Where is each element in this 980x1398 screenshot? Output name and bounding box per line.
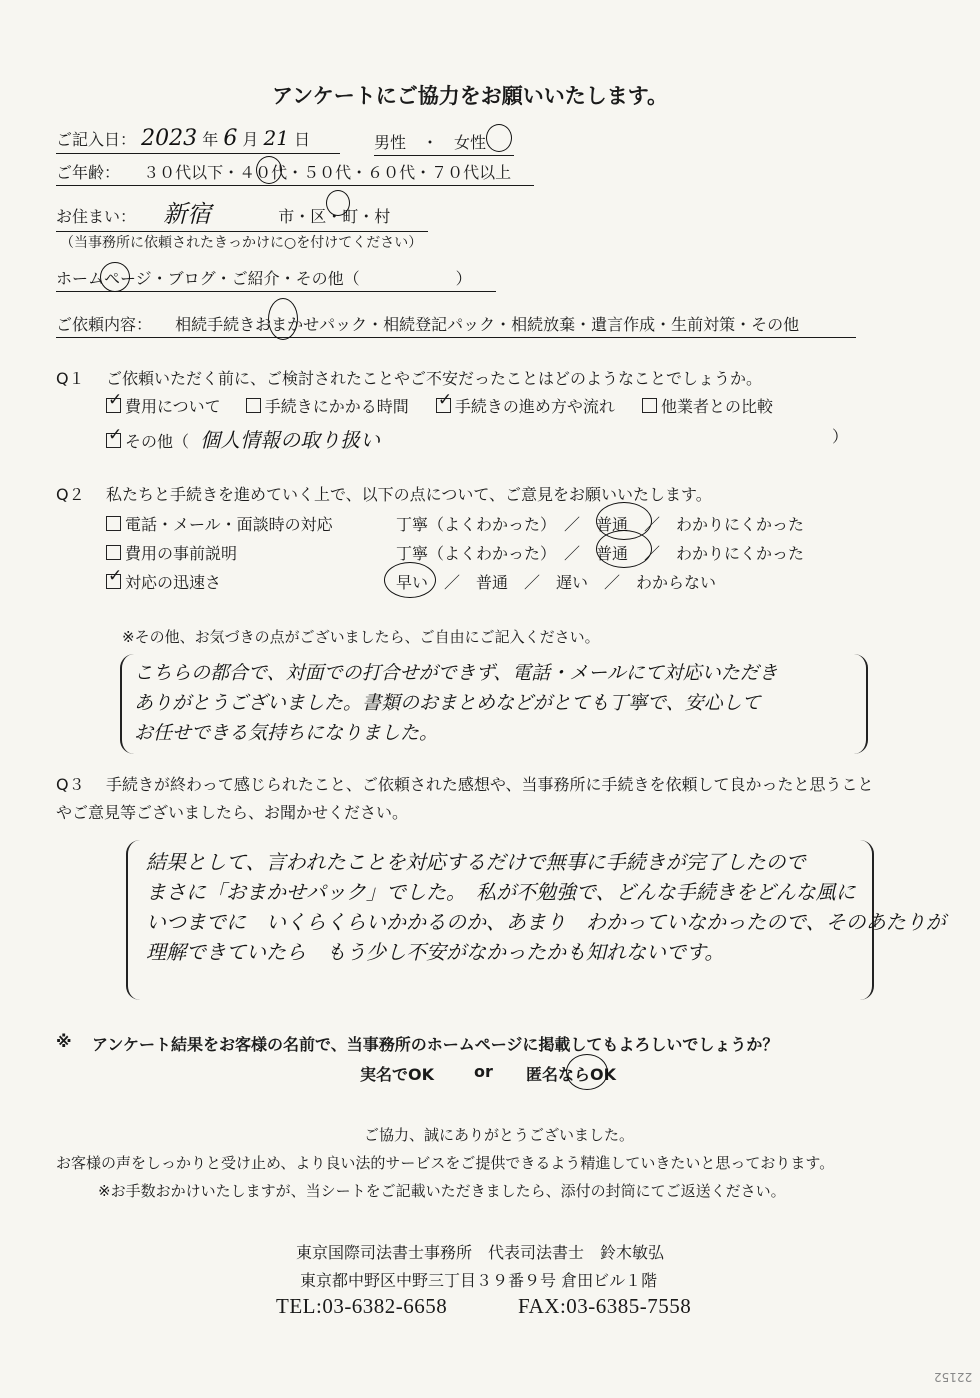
- office-address: 東京都中野区中野三丁目３９番９号 倉田ビル１階: [300, 1271, 658, 1290]
- publish-mark: ※: [56, 1032, 72, 1051]
- age-options: ３０代以下・４０代・５０代・６０代・７０代以上: [143, 163, 512, 182]
- q2-row3-label-wrap: [106, 570, 221, 593]
- checkbox-time[interactable]: [246, 398, 261, 413]
- year-label: 年: [202, 130, 219, 149]
- gender-options: 男性 ・ 女性: [374, 130, 514, 156]
- q1-opt-other: その他（: [125, 432, 190, 451]
- q1-opt-time: 手続きにかかる時間: [264, 397, 409, 416]
- q2-question: 私たちと手続きを進めていく上で、以下の点について、ご意見をお願いいたします。: [106, 485, 712, 504]
- office-fax: FAX:03-6385-7558: [518, 1294, 692, 1318]
- thanks-line3: ※お手数おかけいたしますが、当シートをご記載いただきましたら、添付の封筒にてご返送ください。: [98, 1182, 786, 1200]
- publish-question: アンケート結果をお客様の名前で、当事務所のホームページに掲載してもよろしいでしょうか？: [92, 1035, 779, 1054]
- q1-opt-process: 手続きの進め方や流れ: [454, 397, 615, 416]
- q1-number: Q１: [56, 369, 85, 388]
- q2-row3-scale: 早い ／ 普通 ／ 遅い ／ わからない: [396, 573, 717, 592]
- q2-row2-scale: 丁寧（よくわかった） ／ 普通 ／ わかりにくかった: [396, 544, 805, 563]
- address-row: [56, 194, 428, 232]
- checkbox-fee[interactable]: [106, 545, 121, 560]
- address-units: 市・区・町・村: [278, 207, 391, 226]
- q2-number: Q２: [56, 485, 85, 504]
- q3-question-line1: 手続きが終わって感じられたこと、ご依頼された感想や、当事務所に手続きを依頼して良かったと思うこと: [106, 775, 874, 794]
- address-label: お住まい：: [56, 207, 137, 226]
- q2-row1-label: 電話・メール・面談時の対応: [125, 515, 333, 534]
- q2-comment-line1: こちらの都合で、対面での打合せができず、電話・メールにて対応いただき: [134, 662, 778, 684]
- date-day: 21: [263, 126, 289, 150]
- q3-question-line2: やご意見等ございましたら、お聞かせください。: [56, 803, 409, 822]
- checkbox-speed[interactable]: [106, 574, 121, 589]
- publish-real-name: 実名でOK: [360, 1065, 435, 1084]
- checkbox-cost[interactable]: [106, 398, 121, 413]
- month-label: 月: [242, 130, 259, 149]
- publish-anonymous: 匿名ならOK: [526, 1065, 617, 1084]
- q1-opt-cost: 費用について: [125, 397, 221, 416]
- request-row: [56, 312, 856, 338]
- date-year: 2023: [141, 126, 198, 151]
- age-row: [56, 160, 534, 186]
- q3-number: Q３: [56, 775, 85, 794]
- date-month: 6: [223, 126, 238, 151]
- thanks-line2: お客様の声をしっかりと受け止め、より良い法的サービスをご提供できるよう精進していきたいと思っております。: [56, 1154, 835, 1172]
- publish-or: or: [474, 1062, 493, 1081]
- checkbox-contact[interactable]: [106, 516, 121, 531]
- request-options: 相続手続きおまかせパック・相続登記パック・相続放棄・遺言作成・生前対策・その他: [175, 315, 800, 334]
- office-name: 東京国際司法書士事務所 代表司法書士 鈴木敏弘: [296, 1243, 665, 1262]
- q1-opt-compare: 他業者との比較: [661, 397, 774, 416]
- page-title: アンケートにご協力をお願いいたします。: [272, 84, 669, 108]
- q3-answer-line1: 結果として、言われたことを対応するだけで無事に手続きが完了したので: [146, 850, 806, 874]
- q2-row3-label: 対応の迅速さ: [125, 573, 222, 592]
- q1-other-text: 個人情報の取り扱い: [200, 428, 381, 452]
- q2-other-prompt: ※その他、お気づきの点がございましたら、ご自由にご記入ください。: [122, 628, 600, 646]
- side-number: 22152: [934, 1370, 973, 1384]
- q2-row1-scale: 丁寧（よくわかった） ／ 普通 ／ わかりにくかった: [396, 515, 805, 534]
- q3-answer-line2: まさに「おまかせパック」でした。 私が不勉強で、どんな手続きをどんな風に: [146, 880, 856, 904]
- q2-row2-label-wrap: [106, 541, 237, 564]
- thanks-line1: ご協力、誠にありがとうございました。: [364, 1126, 635, 1144]
- trigger-note: （当事務所に依頼されたきっかけに○を付けてください）: [60, 235, 423, 251]
- q1-other-close: ）: [832, 427, 849, 446]
- q2-row2-label: 費用の事前説明: [125, 544, 238, 563]
- trigger-options: ホームページ・ブログ・ご紹介・その他（ ）: [56, 266, 496, 292]
- q2-row1-label-wrap: [106, 512, 333, 535]
- q2-comment-line3: お任せできる気持ちになりました。: [134, 722, 439, 744]
- q2-comment-line2: ありがとうございました。書類のおまとめなどがとても丁寧で、安心して: [134, 692, 761, 714]
- checkbox-process[interactable]: [436, 398, 451, 413]
- q1-question: ご依頼いただく前に、ご検討されたことやご不安だったことはどのようなことでしょうか。: [106, 369, 763, 388]
- q1-other-row: [106, 424, 380, 453]
- address-value: 新宿: [163, 200, 212, 228]
- request-label: ご依頼内容：: [56, 315, 153, 334]
- date-label: ご記入日：: [56, 130, 137, 149]
- checkbox-compare[interactable]: [642, 398, 657, 413]
- q1-options-row: [106, 394, 773, 417]
- date-row: [56, 126, 340, 154]
- checkbox-other[interactable]: [106, 433, 121, 448]
- day-label: 日: [294, 130, 311, 149]
- office-tel: TEL:03-6382-6658: [276, 1294, 448, 1318]
- age-label: ご年齢：: [56, 163, 121, 182]
- q3-answer-line3: いつまでに いくらくらいかかるのか、あまり わかっていなかったので、そのあたりが: [146, 910, 946, 934]
- q3-answer-line4: 理解できていたら もう少し不安がなかったかも知れないです。: [146, 940, 725, 964]
